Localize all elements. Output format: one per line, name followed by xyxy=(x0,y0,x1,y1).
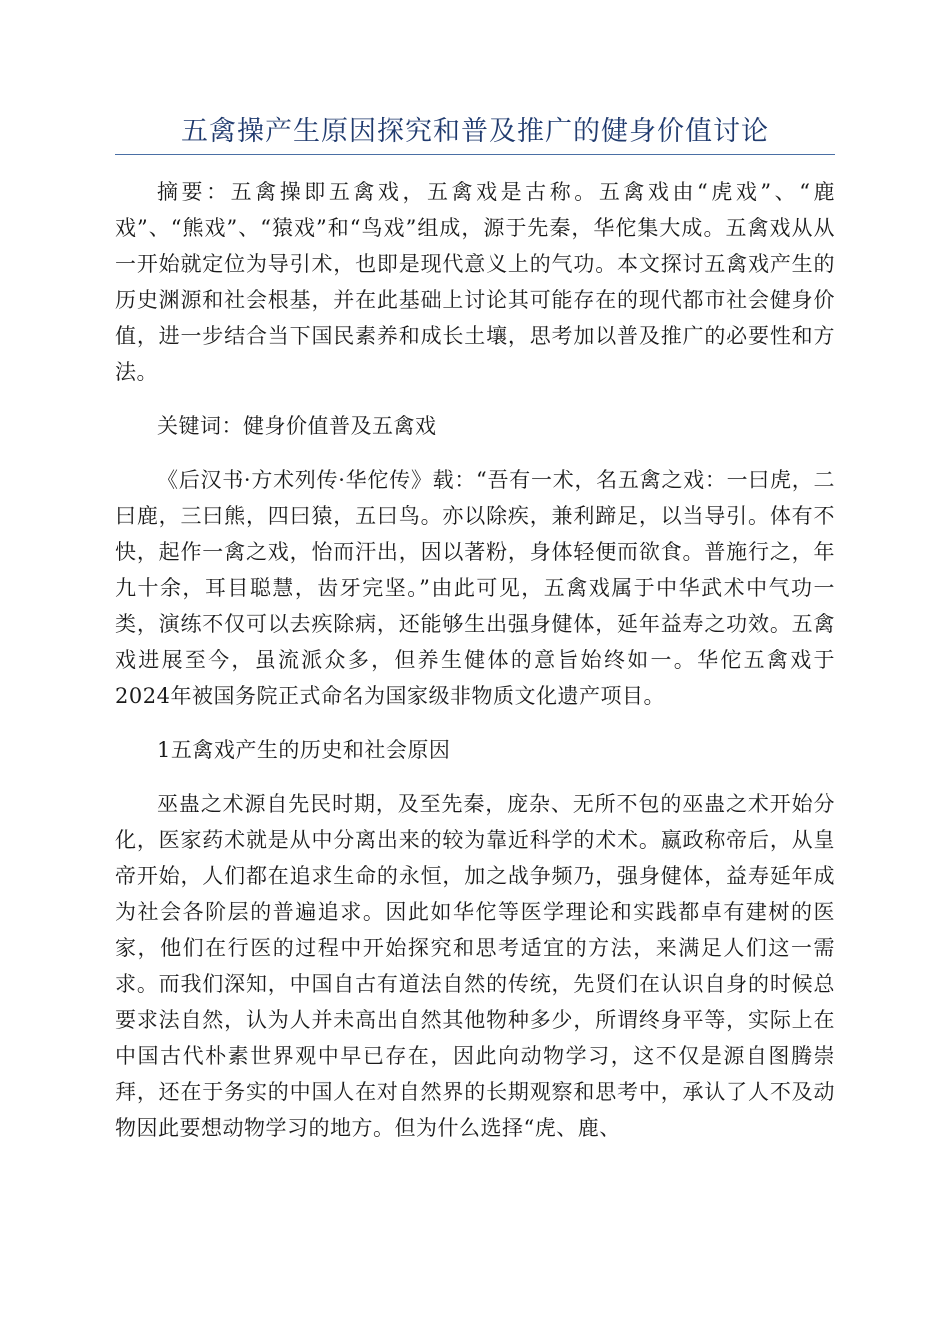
document-body xyxy=(115,174,835,1146)
section-heading: 1五禽戏产生的历史和社会原因 xyxy=(157,738,451,762)
intro-paragraph: 《后汉书·方术列传·华佗传》载：“吾有一术，名五禽之戏：一曰虎，二曰鹿，三曰熊，四曰猿，五曰鸟。亦以除疾，兼利蹄足，以当导引。体有不快，起作一禽之戏，怡而汗出，因以著粉，身体轻便而欲食。普施行之，年九十余，耳目聪慧，齿牙完坚。”由此可见，五禽戏属于中华武术中气功一类，演练不仅可以去疾除病，还能够生出强身健体，延年益寿之功效。五禽戏进展至今，虽流派众多，但养生健体的意旨始终如一。华佗五禽戏于2024年被国务院正式命名为国家级非物质文化遗产项目。 xyxy=(115,468,835,708)
abstract-paragraph: 摘要：五禽操即五禽戏，五禽戏是古称。五禽戏由“虎戏”、“鹿戏”、“熊戏”、“猿戏”和“鸟戏”组成，源于先秦，华佗集大成。五禽戏从从一开始就定位为导引术，也即是现代意义上的气功。本文探讨五禽戏产生的历史渊源和社会根基，并在此基础上讨论其可能存在的现代都市社会健身价值，进一步结合当下国民素养和成长土壤，思考加以普及推广的必要性和方法。 xyxy=(115,180,835,384)
paragraph-spacer xyxy=(115,714,835,732)
keywords-paragraph: 关键词：健身价值普及五禽戏 xyxy=(157,414,437,438)
document-title: 五禽操产生原因探究和普及推广的健身价值讨论 xyxy=(181,116,769,147)
section-body-paragraph: 巫蛊之术源自先民时期，及至先秦，庞杂、无所不包的巫蛊之术开始分化，医家药术就是从中分离出来的较为靠近科学的术术。嬴政称帝后，从皇帝开始，人们都在追求生命的永恒，加之战争频乃，强身健体，益寿延年成为社会各阶层的普遍追求。因此如华佗等医学理论和实践都卓有建树的医家，他们在行医的过程中开始探究和思考适宜的方法，来满足人们这一需求。而我们深知，中国自古有道法自然的传统，先贤们在认识自身的时候总要求法自然，认为人并未高出自然其他物种多少，所谓终身平等，实际上在中国古代朴素世界观中早已存在，因此向动物学习，这不仅是源自图腾崇拜，还在于务实的中国人在对自然界的长期观察和思考中，承认了人不及动物因此要想动物学习的地方。但为什么选择“虎、鹿、 xyxy=(115,792,835,1140)
paragraph-spacer xyxy=(115,390,835,408)
paragraph-spacer xyxy=(115,768,835,786)
paragraph-spacer xyxy=(115,444,835,462)
title-underline xyxy=(115,154,835,155)
